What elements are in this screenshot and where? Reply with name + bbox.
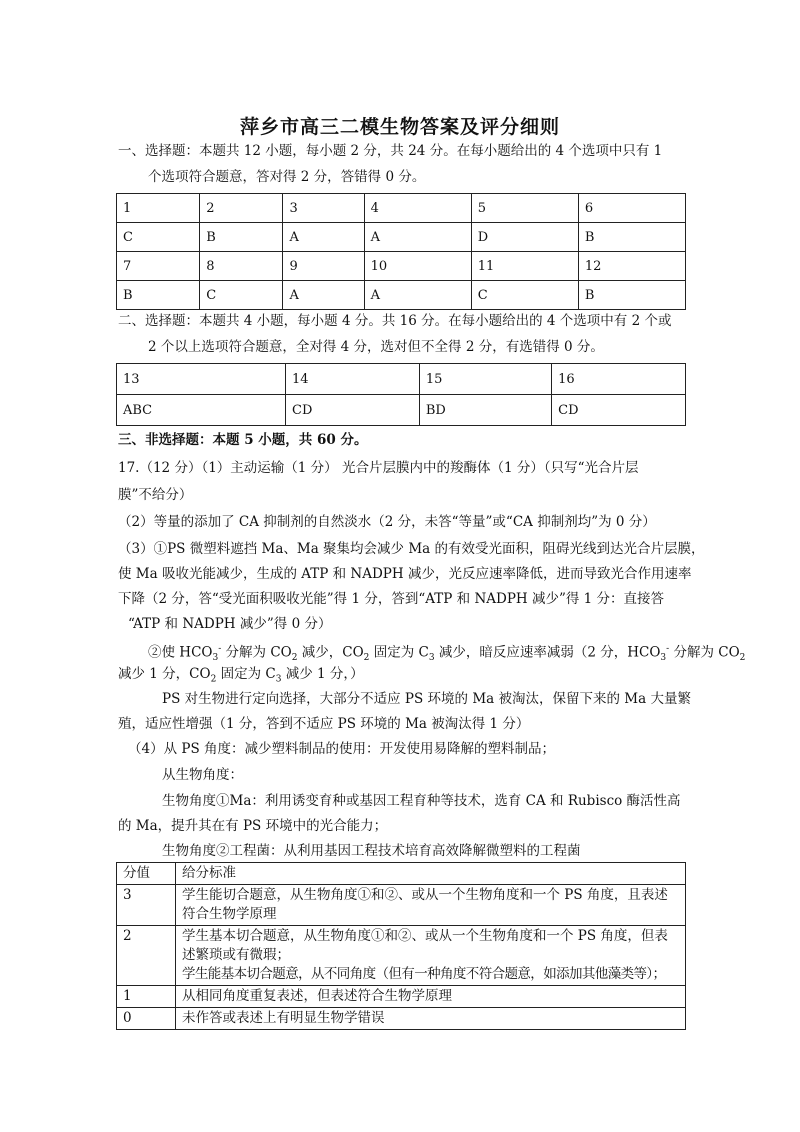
table-cell: A: [283, 281, 364, 310]
subscript: 3: [660, 653, 667, 664]
table-cell: 14: [286, 364, 420, 395]
criteria-line: 学生能基本切合题意，从不同角度（但有一种角度不符合题意，如添加其他藻类等）；: [182, 966, 666, 982]
table-cell: 5: [471, 194, 578, 223]
table-cell: 7: [117, 252, 200, 281]
table-cell: C: [117, 223, 200, 252]
criteria-line: 述繁琐或有微瑕；: [182, 947, 290, 963]
table-cell: 3: [117, 885, 176, 926]
formula-text: 减少，暗反应速率减弱（2 分，HCO: [434, 644, 661, 661]
table-row: [117, 364, 686, 395]
table-cell: A: [364, 223, 471, 252]
table-cell: 9: [283, 252, 364, 281]
subscript: 2: [363, 653, 370, 664]
table-cell: C: [200, 281, 283, 310]
table-row: [117, 194, 686, 223]
section1-instruction-line2: 个选项符合题意，答对得 2 分，答错得 0 分。: [148, 169, 426, 185]
table-cell: 0: [117, 1008, 176, 1030]
table-cell: 10: [364, 252, 471, 281]
q17-line: （4）从 PS 角度：减少塑料制品的使用：开发使用易降解的塑料制品；: [128, 741, 556, 757]
q17-line: 从生物角度：: [162, 767, 243, 783]
table-cell: ABC: [117, 395, 286, 426]
table-cell: 2: [200, 194, 283, 223]
superscript: -: [666, 644, 670, 654]
table-cell: B: [578, 281, 685, 310]
q17-line: （3）①PS 微塑料遮挡 Ma、Ma 聚集均会减少 Ma 的有效受光面积，阻碍光线到达光合片层膜，: [118, 541, 705, 557]
table-cell: BD: [419, 395, 551, 426]
q17-line-formula: [118, 664, 364, 690]
table-cell: 1: [117, 986, 176, 1008]
table-header-cell: 分值: [117, 863, 176, 885]
table-cell: B: [117, 281, 200, 310]
table-section2-answers: [116, 363, 686, 426]
table-cell: 4: [364, 194, 471, 223]
q17-line: 膜”不给分）: [118, 487, 193, 503]
table-row: [117, 986, 686, 1008]
formula-text: 固定为 C: [369, 644, 429, 661]
formula-text: 减少 1 分，CO: [118, 666, 211, 682]
criteria-line: 学生基本切合题意，从生物角度①和②、或从一个生物角度和一个 PS 角度，但表: [182, 928, 668, 944]
subscript: 3: [212, 653, 219, 664]
table-cell: B: [578, 223, 685, 252]
formula-text: ②使 HCO: [148, 644, 213, 661]
table-row: [117, 281, 686, 310]
criteria-line: 从相同角度重复表述，但表述符合生物学原理: [182, 988, 452, 1004]
criteria-line: 符合生物学原理: [182, 906, 277, 922]
table-cell: [176, 926, 686, 986]
table-cell: A: [364, 281, 471, 310]
table-cell: 11: [471, 252, 578, 281]
table-section1-answers: [116, 193, 686, 310]
table-cell: 3: [283, 194, 364, 223]
superscript: -: [218, 644, 222, 654]
table-header-row: [117, 863, 686, 885]
q17-line: 殖，适应性增强（1 分，答到不适应 PS 环境的 Ma 被淘汰得 1 分）: [118, 716, 530, 732]
table-cell: [176, 986, 686, 1008]
q17-line: （2）等量的添加了 CA 抑制剂的自然淡水（2 分，未答“等量”或“CA 抑制剂均”为 0 分）: [118, 514, 656, 530]
table-row: [117, 926, 686, 986]
formula-text: 分解为 CO: [221, 644, 292, 661]
section2-instruction-line2: 2 个以上选项符合题意，全对得 4 分，选对但不全得 2 分，有选错得 0 分。: [148, 339, 604, 355]
table-cell: CD: [552, 395, 686, 426]
table-row: [117, 223, 686, 252]
table-cell: 16: [552, 364, 686, 395]
q17-line: 17.（12 分）（1）主动运输（1 分） 光合片层膜内中的羧酶体（1 分）（只写“光合片层: [118, 460, 639, 476]
formula-text: 分解为 CO: [669, 644, 740, 661]
table-cell: [176, 1008, 686, 1030]
section1-instruction-line1: 一、选择题：本题共 12 小题，每小题 2 分，共 24 分。在每小题给出的 4 个选项中只有 1: [118, 143, 663, 159]
table-cell: 1: [117, 194, 200, 223]
subscript: 3: [428, 653, 435, 664]
table-row: [117, 252, 686, 281]
table-row: [117, 395, 686, 426]
table-cell: [176, 885, 686, 926]
table-row: [117, 1008, 686, 1030]
table-row: [117, 885, 686, 926]
table-cell: 12: [578, 252, 685, 281]
table-cell: 6: [578, 194, 685, 223]
criteria-line: 学生能切合题意，从生物角度①和②、或从一个生物角度和一个 PS 角度，且表述: [182, 887, 668, 903]
subscript: 2: [739, 653, 746, 664]
page-title: 萍乡市高三二模生物答案及评分细则: [239, 116, 560, 138]
q17-line: 生物角度②工程菌：从利用基因工程技术培育高效降解微塑料的工程菌: [162, 843, 581, 859]
table-header-cell: 给分标准: [176, 863, 686, 885]
q17-line: PS 对生物进行定向选择，大部分不适应 PS 环境的 Ma 被淘汰，保留下来的 Ma 大量繁: [162, 691, 691, 707]
subscript: 3: [275, 674, 282, 685]
q17-line: 生物角度①Ma：利用诱变育种或基因工程育种等技术，选育 CA 和 Rubisco 酶活性高: [162, 793, 681, 809]
q17-line: 下降（2 分，答“受光面积吸收光能”得 1 分，答到“ATP 和 NADPH 减少”得 1 分：直接答: [118, 591, 665, 607]
table-cell: 2: [117, 926, 176, 986]
section2-instruction-line1: 二、选择题：本题共 4 小题，每小题 4 分。共 16 分。在每小题给出的 4 个选项中有 2 个或: [118, 313, 672, 329]
table-scoring-criteria: [116, 862, 686, 1030]
q17-line: “ATP 和 NADPH 减少”得 0 分）: [128, 616, 332, 632]
section3-heading: 三、非选择题：本题 5 小题，共 60 分。: [118, 432, 368, 448]
criteria-line: 未作答或表述上有明显生物学错误: [182, 1010, 385, 1026]
q17-line: 的 Ma，提升其在有 PS 环境中的光合能力；: [118, 818, 388, 834]
table-cell: B: [200, 223, 283, 252]
formula-text: 固定为 C: [216, 666, 276, 682]
table-cell: D: [471, 223, 578, 252]
table-cell: A: [283, 223, 364, 252]
table-cell: CD: [286, 395, 420, 426]
q17-line: 使 Ma 吸收光能减少，生成的 ATP 和 NADPH 减少，光反应速率降低，进而导致光合作用速率: [118, 566, 692, 582]
table-cell: 13: [117, 364, 286, 395]
formula-text: 减少 1 分，）: [281, 666, 364, 682]
table-cell: 8: [200, 252, 283, 281]
formula-text: 减少，CO: [297, 644, 364, 661]
subscript: 2: [210, 674, 217, 685]
table-cell: C: [471, 281, 578, 310]
table-cell: 15: [419, 364, 551, 395]
subscript: 2: [291, 653, 298, 664]
